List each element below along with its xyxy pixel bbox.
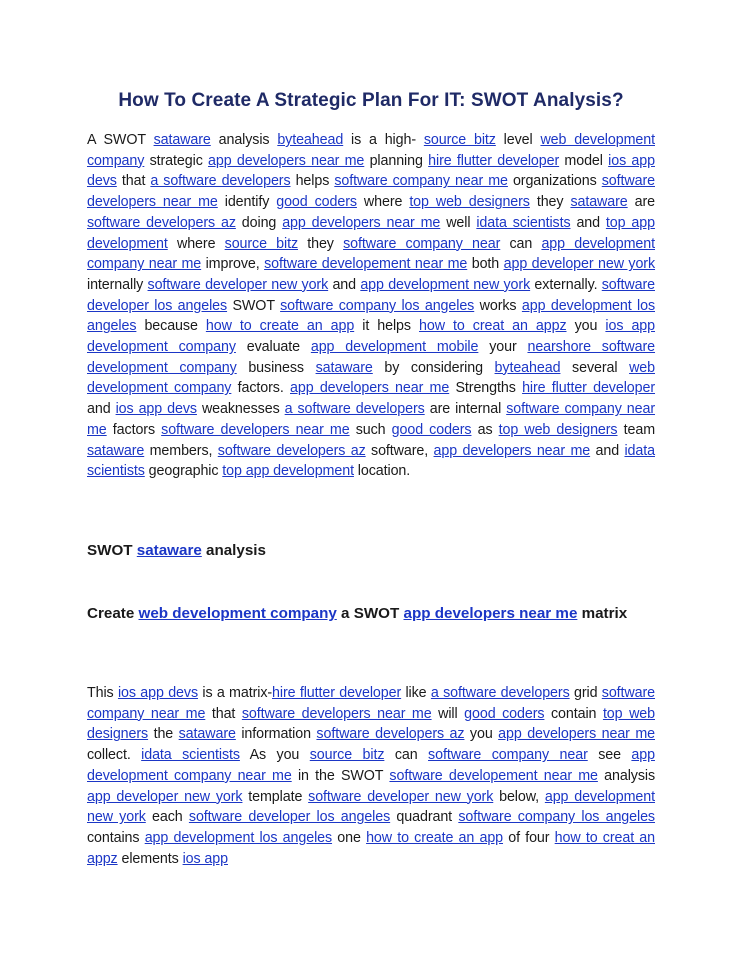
body-text: analysis (210, 132, 278, 148)
inline-link[interactable]: web development company (87, 359, 655, 397)
body-text: team (617, 421, 656, 438)
body-text: is a matrix- (198, 685, 273, 701)
inline-link[interactable]: software developer los angeles (188, 809, 391, 826)
body-text: below, (493, 788, 545, 805)
inline-link[interactable]: top web designers (498, 421, 618, 438)
inline-link[interactable]: web development company (87, 132, 655, 169)
inline-link[interactable]: how to create an app (366, 829, 504, 846)
body-text: because (136, 318, 206, 335)
intro-paragraph (87, 130, 655, 482)
body-text: business (236, 359, 316, 376)
inline-link[interactable]: source bitz (423, 132, 496, 148)
inline-link[interactable]: software company near me (334, 173, 508, 190)
body-text: by considering (372, 359, 495, 376)
body-text: internally (87, 276, 148, 293)
inline-link[interactable]: ios app devs (115, 401, 197, 418)
inline-link[interactable]: hire flutter developer (272, 685, 402, 701)
inline-link[interactable]: app developers near me (282, 214, 441, 231)
inline-link[interactable]: a software developers (430, 685, 570, 701)
body-text: and (590, 442, 625, 459)
body-text: several (560, 359, 630, 376)
inline-link[interactable]: web development company (138, 605, 337, 622)
inline-link[interactable]: software developer new york (147, 276, 329, 293)
body-text: This (87, 685, 118, 701)
inline-link[interactable]: app development company near me (87, 747, 655, 784)
inline-link[interactable]: idata scientists (87, 442, 655, 480)
inline-link[interactable]: sataware (136, 542, 202, 559)
inline-link[interactable]: how to create an app (205, 318, 355, 335)
inline-link[interactable]: software company near me (87, 685, 656, 722)
body-text: analysis (201, 542, 266, 559)
body-text: template (242, 788, 309, 805)
body-text: see (587, 747, 632, 764)
inline-link[interactable]: good coders (464, 705, 545, 722)
body-text: each (145, 809, 189, 826)
body-text: where (356, 194, 410, 211)
body-text: are internal (424, 401, 507, 418)
inline-link[interactable]: software company los angeles (458, 809, 655, 826)
inline-link[interactable]: software company near (428, 747, 588, 764)
inline-link[interactable]: app developers near me (290, 380, 450, 397)
body-text: grid (569, 685, 602, 701)
body-text: that (205, 705, 242, 722)
inline-link[interactable]: hire flutter developer (522, 380, 656, 397)
inline-link[interactable]: good coders (276, 194, 357, 211)
body-text: Strengths (449, 380, 523, 397)
inline-link[interactable]: software developers near me (87, 173, 655, 211)
body-text: factors (106, 421, 162, 438)
inline-link[interactable]: app developers near me (433, 442, 591, 459)
inline-link[interactable]: software developement near me (389, 767, 598, 784)
body-text: is a high- (343, 132, 424, 148)
section-heading-create-matrix (87, 601, 655, 626)
body-text: quadrant (390, 809, 459, 826)
body-text: helps (290, 173, 335, 190)
inline-link[interactable]: software developers near me (241, 705, 432, 722)
inline-link[interactable]: app development new york (87, 788, 655, 826)
inline-link[interactable]: software developers az (217, 442, 366, 459)
body-text: can (500, 235, 542, 252)
body-text: can (384, 747, 429, 764)
body-text: externally. (530, 276, 602, 293)
body-text: elements (117, 850, 183, 867)
body-text: members, (144, 442, 218, 459)
inline-link[interactable]: software company near me (87, 401, 655, 438)
body-text: in the SWOT (291, 767, 390, 784)
inline-link[interactable]: top web designers (409, 194, 530, 211)
body-text: such (349, 421, 392, 438)
body-text: level (495, 132, 541, 148)
body-text: will (431, 705, 465, 722)
inline-link[interactable]: app development mobile (310, 339, 479, 356)
inline-link[interactable]: app developers near me (498, 726, 655, 743)
inline-link[interactable]: how to creat an appz (419, 318, 567, 335)
page-title: How To Create A Strategic Plan For IT: SWOT Analysis? (118, 90, 624, 111)
body-text: SWOT (227, 297, 281, 314)
body-text: your (478, 339, 528, 356)
body-text: organizations (507, 173, 602, 190)
body-text: both (467, 256, 504, 273)
body-text: factors. (231, 380, 290, 397)
body-text: they (529, 194, 571, 211)
inline-link[interactable]: idata scientists (141, 747, 240, 764)
body-text: SWOT (87, 542, 137, 559)
body-text: analysis (597, 767, 655, 784)
inline-link[interactable]: hire flutter developer (428, 152, 560, 169)
body-text: contain (544, 705, 603, 722)
inline-link[interactable]: sataware (315, 359, 373, 376)
body-text: strategic (144, 152, 209, 169)
inline-link[interactable]: app developers near me (403, 605, 578, 622)
body-text: the (148, 726, 179, 743)
body-text: a SWOT (336, 605, 404, 622)
inline-link[interactable]: byteahead (277, 132, 344, 148)
inline-link[interactable]: a software developers (150, 173, 291, 190)
body-text: matrix (577, 605, 628, 622)
inline-link[interactable]: software developers near me (161, 421, 350, 438)
inline-link[interactable]: top web designers (87, 705, 655, 743)
section-heading-swot-analysis (87, 542, 655, 559)
body-text: improve, (201, 256, 265, 273)
body-text: As you (239, 747, 310, 764)
body-text: well (440, 214, 477, 231)
body-text: it helps (354, 318, 420, 335)
body-text: geographic (144, 463, 223, 480)
body-text: doing (235, 214, 283, 231)
body-text: software, (365, 442, 434, 459)
inline-link[interactable]: software company near (343, 235, 501, 252)
inline-link[interactable]: idata scientists (476, 214, 571, 231)
body-text: you (464, 726, 499, 743)
inline-link[interactable]: nearshore software development company (87, 339, 656, 376)
body-text: Create (87, 605, 139, 622)
inline-link[interactable]: a software developers (284, 401, 425, 418)
inline-link[interactable]: ios app (182, 850, 228, 867)
inline-link[interactable]: top app development (87, 214, 655, 252)
inline-link[interactable]: software company los angeles (280, 297, 475, 314)
inline-link[interactable]: source bitz (309, 747, 385, 764)
inline-link[interactable]: how to creat an appz (87, 829, 655, 867)
body-text: and (328, 276, 361, 293)
body-text: contains (87, 829, 145, 846)
inline-link[interactable]: software developer new york (308, 788, 494, 805)
body-text: and (570, 214, 606, 231)
body-text: information (235, 726, 317, 743)
inline-link[interactable]: sataware (178, 726, 236, 743)
body-text: that (116, 173, 151, 190)
inline-link[interactable]: sataware (570, 194, 628, 211)
inline-link[interactable]: app developer new york (503, 256, 656, 273)
inline-link[interactable]: software developers az (316, 726, 465, 743)
body-text: they (298, 235, 344, 252)
inline-link[interactable]: software developer los angeles (87, 276, 655, 314)
inline-link[interactable]: ios app devs (117, 685, 199, 701)
inline-link[interactable]: byteahead (494, 359, 561, 376)
body-text: location. (353, 463, 411, 480)
inline-link[interactable]: app development new york (360, 276, 531, 293)
body-text: evaluate (235, 339, 311, 356)
body-text: as (471, 421, 499, 438)
body-text: are (627, 194, 655, 211)
inline-link[interactable]: good coders (391, 421, 472, 438)
inline-link[interactable]: software developement near me (264, 256, 468, 273)
inline-link[interactable]: app development los angeles (87, 297, 655, 335)
inline-link[interactable]: app developer new york (87, 788, 243, 805)
body-text: identify (217, 194, 277, 211)
body-text: collect. (87, 747, 142, 764)
inline-link[interactable]: software developers az (87, 214, 236, 231)
body-text: A SWOT (87, 132, 154, 148)
inline-link[interactable]: ios app development company (87, 318, 656, 356)
body-text: planning (364, 152, 429, 169)
inline-link[interactable]: app development los angeles (144, 829, 333, 846)
inline-link[interactable]: app development company near me (87, 235, 655, 273)
inline-link[interactable]: ios app devs (87, 152, 655, 190)
inline-link[interactable]: sataware (87, 442, 145, 459)
inline-link[interactable]: source bitz (224, 235, 299, 252)
body-text: model (559, 152, 609, 169)
body-text: and (87, 401, 116, 418)
body-text: one (332, 829, 367, 846)
body-text: like (401, 685, 431, 701)
inline-link[interactable]: sataware (153, 132, 211, 148)
body-text: you (566, 318, 606, 335)
body-text: weaknesses (196, 401, 285, 418)
body-text: works (474, 297, 522, 314)
inline-link[interactable]: top app development (222, 463, 354, 480)
body-text: where (167, 235, 225, 252)
matrix-paragraph (87, 683, 655, 869)
inline-link[interactable]: app developers near me (208, 152, 365, 169)
body-text: of four (503, 829, 555, 846)
